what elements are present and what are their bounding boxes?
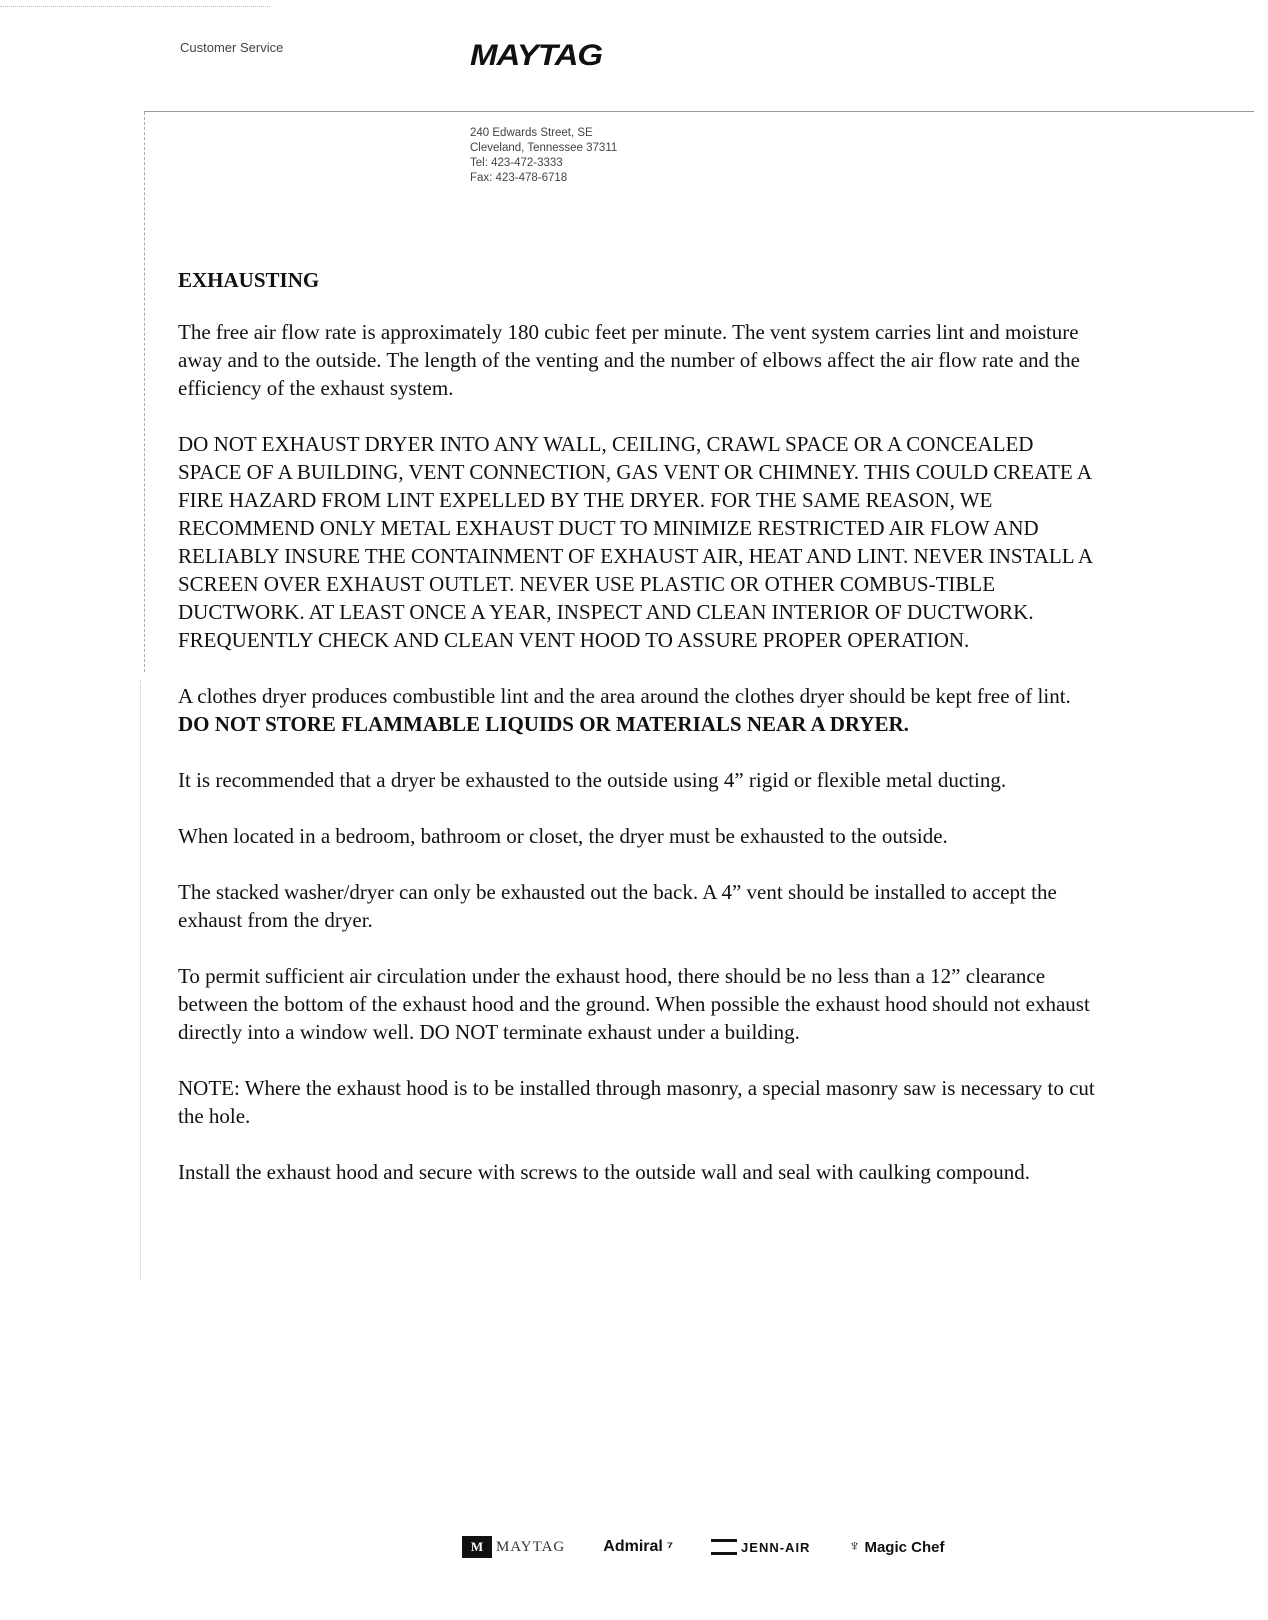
scan-speck-line xyxy=(0,6,270,7)
paragraph-install: Install the exhaust hood and secure with screws to the outside wall and seal with caulking compound. xyxy=(178,1160,1031,1184)
address-street: 240 Edwards Street, SE xyxy=(470,127,593,139)
document-body xyxy=(178,266,1098,1214)
header-rule xyxy=(144,111,1254,112)
brand-magic-chef-label: Magic Chef xyxy=(864,1538,945,1556)
brand-jenn-air-label: JENN-AIR xyxy=(741,1539,811,1555)
section-title: EXHAUSTING xyxy=(178,268,320,292)
paragraph-bedroom: When located in a bedroom, bathroom or closet, the dryer must be exhausted to the outside. xyxy=(178,824,948,848)
paragraph-ducting: It is recommended that a dryer be exhausted to the outside using 4” rigid or flexible metal ducting. xyxy=(178,768,1007,792)
lint-text: A clothes dryer produces combustible lint and the area around the clothes dryer should be kept free of lint. xyxy=(178,684,1071,708)
brand-admiral-label: Admiral xyxy=(603,1538,663,1555)
address-city: Cleveland, Tennessee 37311 xyxy=(470,142,618,154)
address-fax: Fax: 423-478-6718 xyxy=(470,172,568,184)
address-block xyxy=(470,126,617,186)
jenn-air-bars-icon xyxy=(711,1539,737,1555)
brand-admiral xyxy=(603,1538,673,1556)
paragraph-air-flow: The free air flow rate is approximately 180 cubic feet per minute. The vent system carries lint and moisture away and to the outside. The length of the venting and the number of elbows affect the air flow rate and the efficiency of the exhaust system. xyxy=(178,320,1080,400)
flammable-warning: DO NOT STORE FLAMMABLE LIQUIDS OR MATERIALS NEAR A DRYER. xyxy=(178,712,909,736)
paragraph-masonry-note: NOTE: Where the exhaust hood is to be installed through masonry, a special masonry saw is necessary to cut the hole. xyxy=(178,1076,1095,1128)
margin-rule xyxy=(144,112,145,672)
maytag-logo: MAYTAG xyxy=(470,37,603,72)
brand-maytag-label: MAYTAG xyxy=(496,1538,566,1555)
paragraph-lint xyxy=(178,682,1098,738)
paragraph-clearance: To permit sufficient air circulation under the exhaust hood, there should be no less than a 12” clearance between the bottom of the exhaust hood and the ground. When possible the exhaust hood should not exhaust directly into a window well. DO NOT terminate exhaust under a building. xyxy=(178,964,1090,1044)
maytag-m-icon: M xyxy=(462,1536,492,1558)
brand-footer xyxy=(462,1536,944,1558)
paragraph-stacked: The stacked washer/dryer can only be exhausted out the back. A 4” vent should be installed to accept the exhaust from the dryer. xyxy=(178,880,1057,932)
admiral-flag-icon: ⁷ xyxy=(666,1538,674,1556)
address-tel: Tel: 423-472-3333 xyxy=(470,157,563,169)
brand-magic-chef xyxy=(848,1538,944,1556)
department-label: Customer Service xyxy=(180,40,284,55)
paragraph-warning: DO NOT EXHAUST DRYER INTO ANY WALL, CEILING, CRAWL SPACE OR A CONCEALED SPACE OF A BUILDING, VENT CONNECTION, GAS VENT OR CHIMNEY. THIS COULD CREATE A FIRE HAZARD FROM LINT EXPELLED BY THE DRYER. FOR THE SAME REASON, WE RECOMMEND ONLY METAL EXHAUST DUCT TO MINIMIZE RESTRICTED AIR FLOW AND RELIABLY INSURE THE CONTAINMENT OF EXHAUST AIR, HEAT AND LINT. NEVER INSTALL A SCREEN OVER EXHAUST OUTLET. NEVER USE PLASTIC OR OTHER COMBUS-TIBLE DUCTWORK. AT LEAST ONCE A YEAR, INSPECT AND CLEAN INTERIOR OF DUCTWORK. FREQUENTLY CHECK AND CLEAN VENT HOOD TO ASSURE PROPER OPERATION. xyxy=(178,432,1092,652)
brand-maytag xyxy=(462,1536,565,1558)
brand-jenn-air xyxy=(711,1539,810,1555)
chef-hat-icon: ♆ xyxy=(848,1538,861,1555)
margin-rule-lower xyxy=(140,680,141,1280)
